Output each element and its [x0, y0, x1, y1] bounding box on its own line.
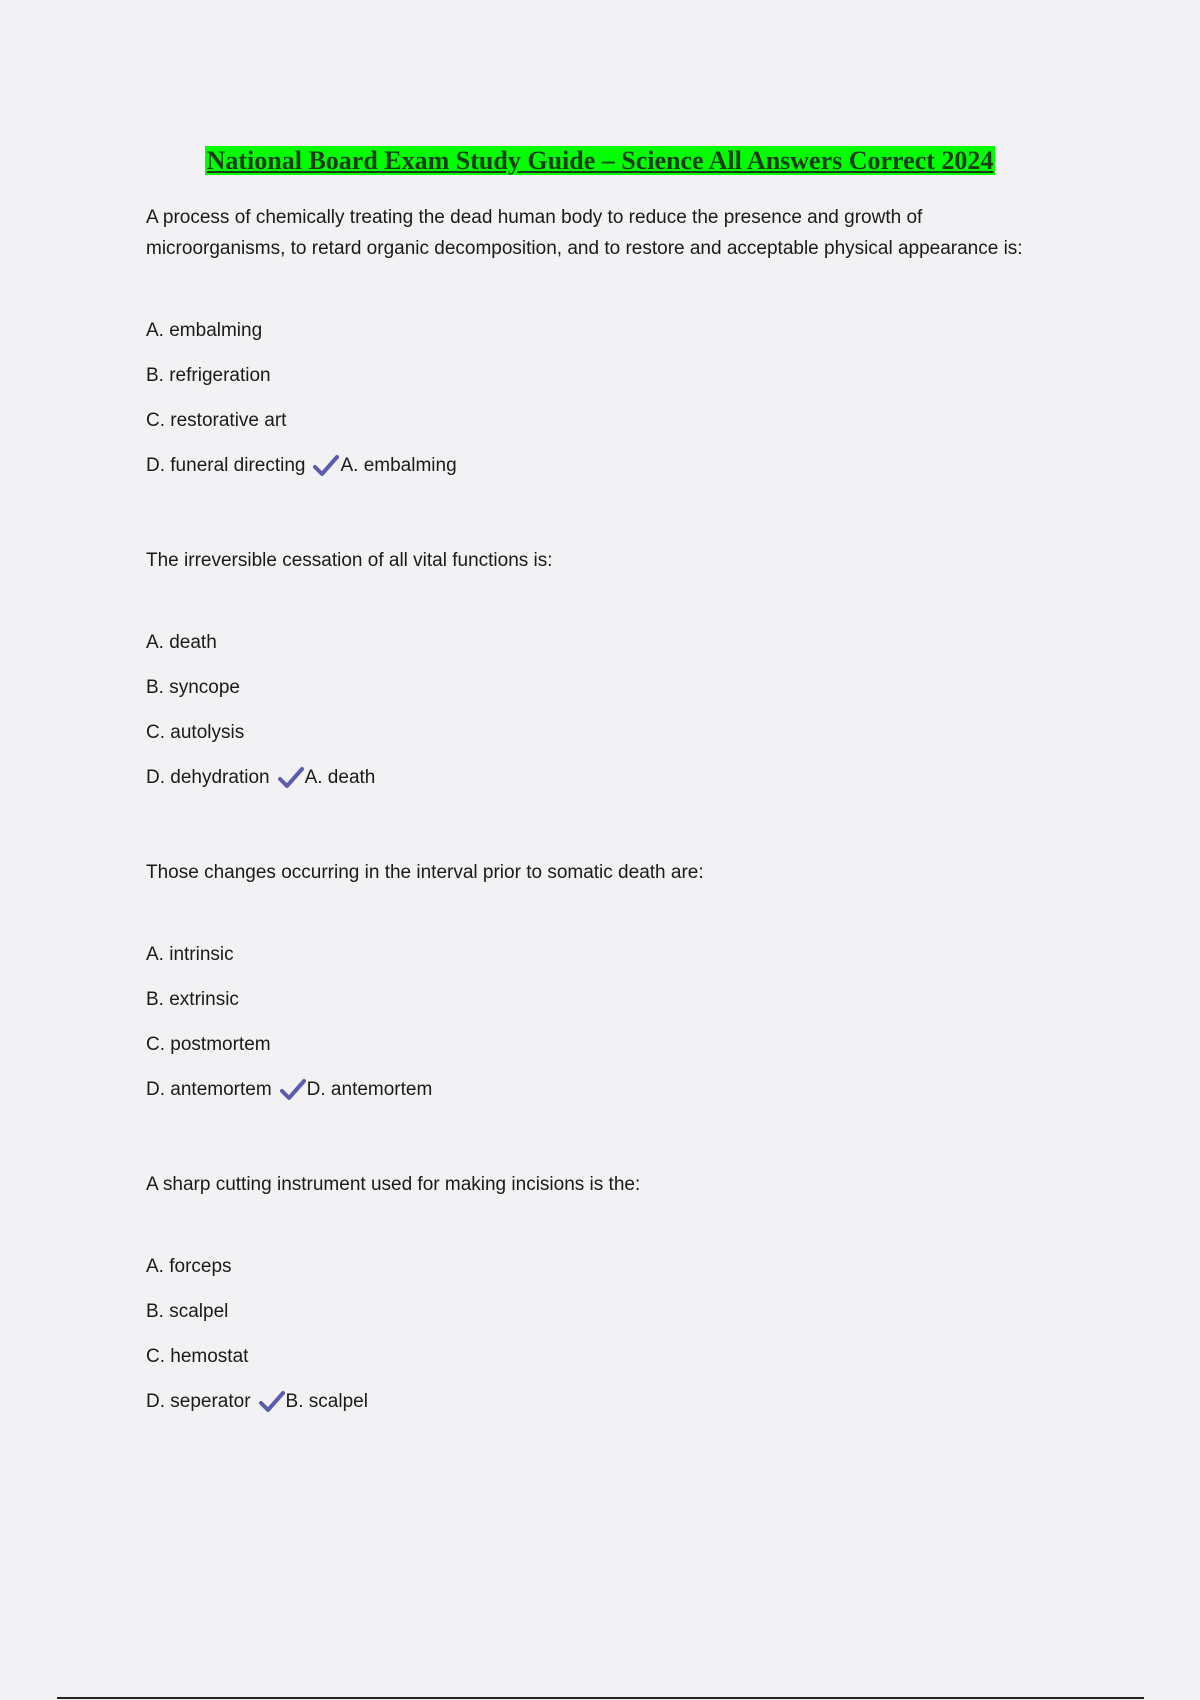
document-title: [0, 146, 1200, 176]
option-d: [146, 1390, 1066, 1414]
option-text: D. dehydration: [146, 767, 270, 788]
option-text: A. forceps: [146, 1256, 232, 1277]
option-text: C. restorative art: [146, 410, 287, 431]
option-b: [146, 364, 1066, 388]
option-text: D. seperator: [146, 1391, 251, 1412]
option-a: [146, 319, 1066, 343]
question-3: [146, 857, 1066, 1102]
correct-answer: A. embalming: [340, 455, 457, 476]
question-stem: A sharp cutting instrument used for making incisions is the:: [146, 1174, 641, 1195]
option-text: C. autolysis: [146, 722, 245, 743]
check-icon: [278, 766, 304, 790]
option-text: A. death: [146, 632, 217, 653]
question-2: [146, 545, 1066, 790]
option-text: B. syncope: [146, 677, 240, 698]
footer-divider: [57, 1697, 1144, 1699]
option-a: [146, 1255, 1066, 1279]
option-d: [146, 454, 1066, 478]
correct-answer: B. scalpel: [285, 1391, 368, 1412]
option-b: [146, 1300, 1066, 1324]
correct-answer: D. antemortem: [306, 1079, 433, 1100]
option-c: [146, 409, 1066, 433]
check-icon: [280, 1078, 306, 1102]
option-text: C. postmortem: [146, 1034, 271, 1055]
option-text: A. intrinsic: [146, 944, 234, 965]
option-c: [146, 1033, 1066, 1057]
question-stem: A process of chemically treating the dead human body to reduce the presence and growth of microorganisms, to retard organic decomposition, and to restore and acceptable physical appearance is:: [146, 207, 1023, 259]
option-c: [146, 1345, 1066, 1369]
question-stem: The irreversible cessation of all vital functions is:: [146, 550, 553, 571]
option-text: D. antemortem: [146, 1079, 272, 1100]
option-text: B. scalpel: [146, 1301, 229, 1322]
question-stem: Those changes occurring in the interval prior to somatic death are:: [146, 862, 704, 883]
option-a: [146, 631, 1066, 655]
option-text: C. hemostat: [146, 1346, 249, 1367]
option-text: B. extrinsic: [146, 989, 239, 1010]
option-a: [146, 943, 1066, 967]
option-text: B. refrigeration: [146, 365, 271, 386]
check-icon: [313, 454, 339, 478]
question-4: [146, 1169, 1066, 1414]
correct-answer: A. death: [304, 767, 376, 788]
option-d: [146, 766, 1066, 790]
option-text: A. embalming: [146, 320, 263, 341]
question-list: [146, 202, 1066, 1481]
question-1: [146, 202, 1066, 478]
option-b: [146, 988, 1066, 1012]
option-c: [146, 721, 1066, 745]
option-b: [146, 676, 1066, 700]
document-title-text: National Board Exam Study Guide – Science All Answers Correct 2024: [206, 146, 994, 175]
option-text: D. funeral directing: [146, 455, 306, 476]
option-d: [146, 1078, 1066, 1102]
check-icon: [259, 1390, 285, 1414]
